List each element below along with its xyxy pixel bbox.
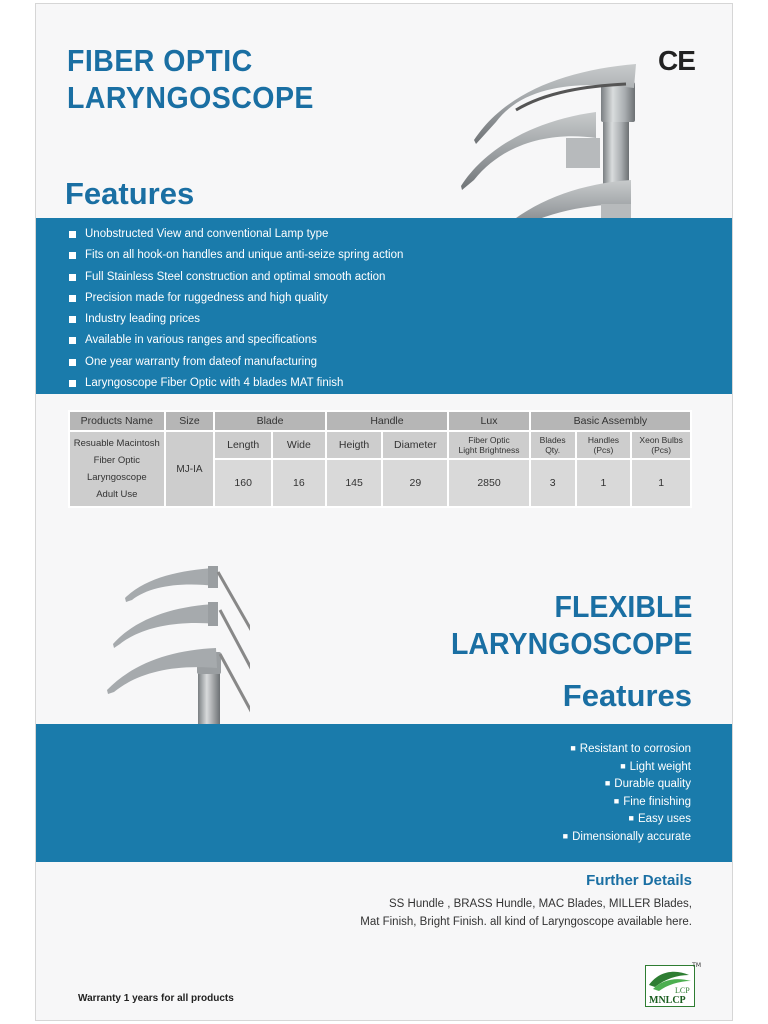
logo-lcp-text: LCP: [675, 986, 690, 995]
header-lux: Lux: [448, 411, 530, 431]
logo-tm: TM: [692, 962, 701, 969]
title-line-1: FLEXIBLE: [554, 589, 692, 624]
feature-item: ■ Fine finishing: [36, 794, 691, 812]
product-name-line: Laryngoscope: [86, 472, 147, 483]
feature-item: Full Stainless Steel construction and optimal smooth action: [69, 267, 732, 288]
feature-item: Available in various ranges and specifications: [69, 330, 732, 351]
header-blade: Blade: [214, 411, 325, 431]
handles-line: Handles: [587, 435, 620, 445]
subheader-heigth: Heigth: [326, 431, 383, 459]
size-cell: MJ-IA: [165, 431, 215, 507]
feature-item: Laryngoscope Fiber Optic with 4 blades MAT finish: [69, 373, 732, 394]
specification-table: [68, 410, 692, 508]
xeon-line: (Pcs): [651, 445, 672, 455]
subheader-diameter: Diameter: [382, 431, 448, 459]
warranty-note: Warranty 1 years for all products: [78, 993, 234, 1004]
blades-line: Blades: [539, 435, 566, 445]
subheader-blades: [530, 431, 576, 459]
cell-blades: 3: [530, 459, 576, 507]
flexible-features-list: [36, 724, 732, 847]
feature-item: Precision made for ruggedness and high quality: [69, 288, 732, 309]
feature-item: ■ Durable quality: [36, 776, 691, 794]
feature-item: ■ Easy uses: [36, 811, 691, 829]
cell-lux: 2850: [448, 459, 530, 507]
blades-line: Qty.: [545, 445, 561, 455]
subheader-handles: [576, 431, 632, 459]
table-header-row: [69, 411, 691, 431]
handles-line: (Pcs): [593, 445, 614, 455]
product-name-line: Fiber Optic: [93, 455, 141, 466]
cell-handles: 1: [576, 459, 632, 507]
brochure-page: [35, 3, 733, 1021]
cell-wide: 16: [272, 459, 326, 507]
title-line-1: FIBER OPTIC: [67, 43, 253, 78]
title-line-2: LARYNGOSCOPE: [67, 80, 314, 115]
header-products-name: Products Name: [69, 411, 165, 431]
fiber-optic-features-band: [36, 218, 732, 394]
cell-length: 160: [214, 459, 272, 507]
flexible-title: [451, 588, 692, 662]
subheader-xeon-bulbs: [631, 431, 691, 459]
logo-icon: [645, 965, 695, 1007]
logo-mnlcp-text: MNLCP: [649, 995, 686, 1006]
feature-item: Fits on all hook-on handles and unique anti-seize spring action: [69, 245, 732, 266]
feature-item: ■ Light weight: [36, 759, 691, 777]
fiber-optic-title: [67, 42, 314, 116]
ce-mark: CE: [658, 45, 695, 76]
header-handle: Handle: [326, 411, 448, 431]
subheader-lux: [448, 431, 530, 459]
details-line: SS Hundle , BRASS Hundle, MAC Blades, MILLER Blades,: [389, 898, 692, 910]
header-size: Size: [165, 411, 215, 431]
cell-heigth: 145: [326, 459, 383, 507]
feature-item: Industry leading prices: [69, 309, 732, 330]
feature-item: ■ Dimensionally accurate: [36, 829, 691, 847]
title-line-2: LARYNGOSCOPE: [450, 626, 692, 661]
product-name-line: Adult Use: [96, 489, 138, 500]
header-basic-assembly: Basic Assembly: [530, 411, 691, 431]
product-name-line: Resuable Macintosh: [73, 438, 160, 449]
lux-line: Light Brightness: [458, 445, 520, 455]
fiber-optic-features-list: [36, 218, 732, 394]
flexible-features-band: [36, 724, 732, 862]
features-heading-2: Features: [562, 678, 692, 713]
feature-item: Unobstructed View and conventional Lamp type: [69, 224, 732, 245]
further-details-text: [360, 895, 692, 931]
cell-diameter: 29: [382, 459, 448, 507]
product-name-cell: [69, 431, 165, 507]
subheader-length: Length: [214, 431, 272, 459]
table-subheader-row: [69, 431, 691, 459]
details-line: Mat Finish, Bright Finish. all kind of Laryngoscope available here.: [360, 916, 692, 928]
lux-line: Fiber Optic: [468, 435, 510, 445]
cell-xeon: 1: [631, 459, 691, 507]
xeon-line: Xeon Bulbs: [639, 435, 683, 445]
further-details-heading: Further Details: [586, 872, 692, 889]
feature-item: One year warranty from dateof manufacturing: [69, 352, 732, 373]
mnlcp-logo: [645, 962, 701, 1007]
features-heading-1: Features: [65, 176, 195, 211]
feature-item: ■ Resistant to corrosion: [36, 741, 691, 759]
subheader-wide: Wide: [272, 431, 326, 459]
